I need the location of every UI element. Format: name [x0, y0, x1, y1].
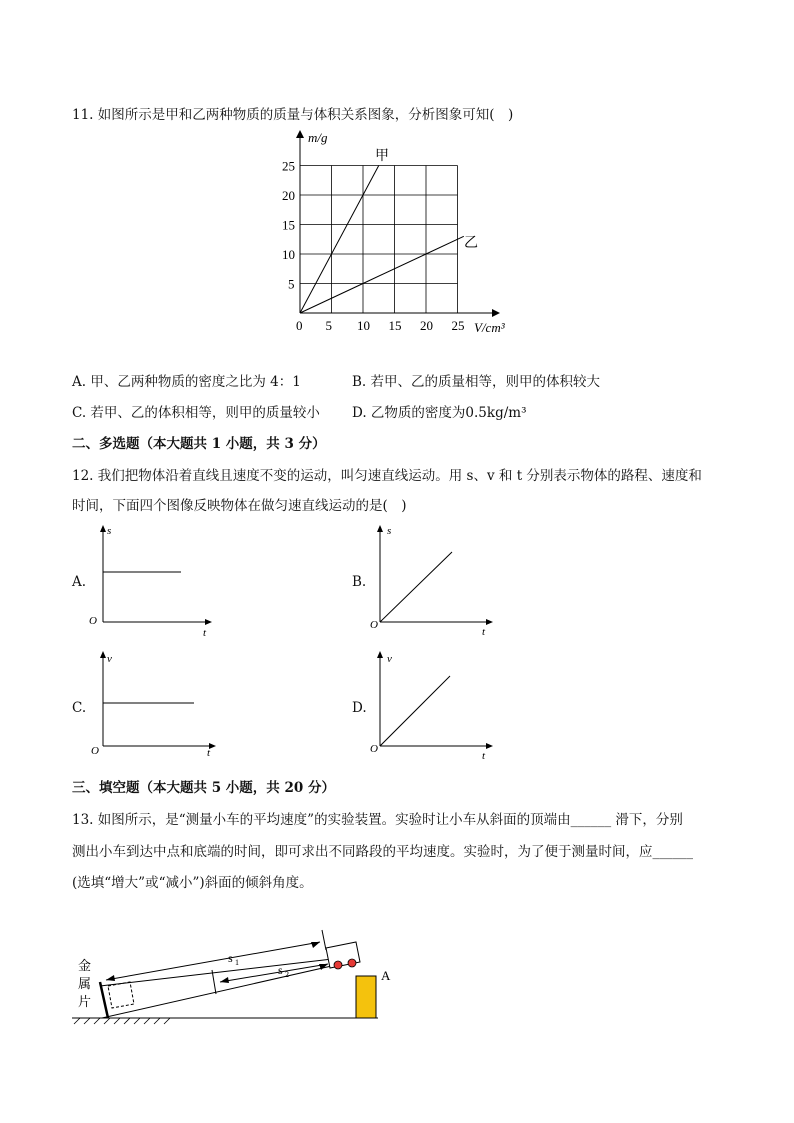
svg-text:属: 属 [78, 976, 92, 991]
svg-text:s: s [228, 951, 233, 965]
q12-option-b-label[interactable]: B. [352, 574, 367, 590]
support-block [356, 976, 376, 1018]
q12-option-d-label[interactable]: D. [352, 700, 367, 716]
graph-b-line [380, 552, 452, 622]
svg-text:v: v [107, 653, 112, 665]
chart-series [300, 166, 464, 314]
q11-option-a[interactable]: A. 甲、乙两种物质的密度之比为 4：1 [72, 374, 301, 390]
q12-graph-d[interactable] [362, 648, 502, 766]
q11-option-c[interactable]: C. 若甲、乙的体积相等，则甲的质量较小 [72, 405, 320, 421]
x-axis-label: V/cm³ [474, 320, 505, 335]
series-line-yi [300, 236, 464, 313]
q13-line2: 测出小车到达中点和底端的时间，即可求出不同路段的平均速度。实验时，为了便于测量时间，应______ [72, 844, 693, 860]
svg-text:s: s [387, 525, 392, 537]
svg-text:金: 金 [78, 958, 92, 973]
q12-stem-line2: 时间，下面四个图像反映物体在做匀速直线运动的是( ) [72, 498, 407, 514]
q12-option-a-label[interactable]: A. [72, 574, 87, 590]
svg-text:O: O [89, 615, 97, 627]
series-label-jia: 甲 [375, 149, 389, 164]
y-tick-label: 5 [288, 276, 295, 292]
x-tick-label: 5 [325, 318, 332, 333]
svg-text:s: s [278, 963, 283, 977]
x-tick-label: 10 [357, 318, 370, 333]
x-tick-label: 15 [388, 318, 402, 333]
svg-text:O: O [91, 745, 99, 757]
chart-grid [300, 166, 458, 314]
cart-wheel [334, 961, 342, 969]
y-tick-label: 15 [282, 217, 295, 233]
y-tick-label: 20 [282, 188, 295, 203]
svg-text:t: t [203, 627, 207, 639]
chart-axes [296, 130, 500, 317]
q11-option-d[interactable]: D. 乙物质的密度为0.5kg/m³ [352, 405, 527, 421]
q13-line3: (选填“增大”或“减小”)斜面的倾斜角度。 [72, 875, 313, 891]
q12-option-c-label[interactable]: C. [72, 700, 87, 716]
q11-option-b[interactable]: B. 若甲、乙的质量相等，则甲的体积较大 [352, 374, 601, 390]
svg-text:2: 2 [285, 970, 289, 979]
q12-stem-line1: 12. 我们把物体沿着直线且速度不变的运动，叫匀速直线运动。用 s、v 和 t 分别表示物体的路程、速度和 [72, 468, 702, 484]
svg-text:A: A [381, 968, 391, 983]
section-2-heading: 二、多选题（本大题共 1 小题，共 3 分） [72, 436, 326, 452]
q11-mass-volume-chart [270, 130, 530, 340]
chart-tick-labels [282, 159, 465, 334]
series-line-jia [300, 166, 379, 314]
q12-graph-a[interactable] [85, 522, 220, 642]
x-tick-label: 0 [296, 318, 303, 333]
svg-text:s: s [107, 525, 112, 537]
y-axis-label: m/g [308, 130, 328, 145]
cart-outline-dashed [108, 982, 134, 1008]
svg-text:t: t [482, 626, 486, 638]
svg-text:v: v [387, 653, 392, 665]
section-3-heading: 三、填空题（本大题共 5 小题，共 20 分） [72, 780, 335, 796]
q13-line1: 13. 如图所示，是“测量小车的平均速度”的实验装置。实验时让小车从斜面的顶端由______ 滑下，分别 [72, 812, 683, 828]
q11-stem: 11. 如图所示是甲和乙两种物质的质量与体积关系图象，分析图象可知( ) [72, 107, 514, 123]
q12-graph-b[interactable] [362, 522, 502, 642]
svg-text:1: 1 [235, 958, 239, 967]
y-tick-label: 10 [282, 247, 295, 262]
svg-text:O: O [370, 743, 378, 755]
cart-wheel [348, 959, 356, 967]
graph-d-line [380, 676, 450, 746]
svg-text:t: t [207, 747, 211, 759]
q13-incline-figure [70, 920, 400, 1030]
y-tick-label: 25 [282, 158, 295, 174]
svg-text:t: t [482, 750, 486, 762]
series-label-yi: 乙 [464, 236, 478, 251]
x-tick-label: 20 [420, 318, 433, 333]
q12-graph-c[interactable] [85, 648, 225, 766]
ground-hatching [74, 1018, 170, 1024]
svg-text:片: 片 [78, 994, 92, 1009]
svg-text:O: O [370, 619, 378, 631]
x-tick-label: 25 [451, 318, 465, 333]
